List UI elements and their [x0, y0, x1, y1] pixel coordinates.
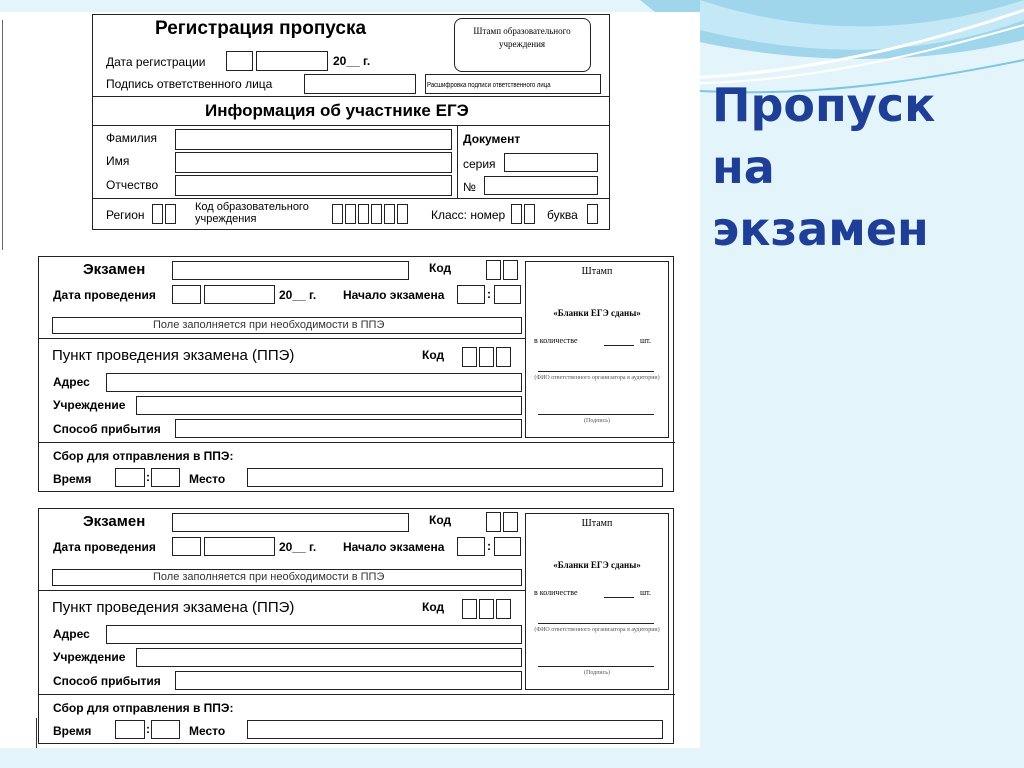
school-code-digit-field[interactable] [397, 204, 408, 224]
submission-stamp-box [525, 513, 669, 690]
address-field[interactable] [106, 625, 522, 644]
exam-start-label: Начало экзамена [343, 540, 445, 554]
exam-day-field[interactable] [172, 537, 201, 556]
institution-label: Учреждение [53, 650, 126, 664]
quantity-line [604, 597, 634, 598]
organizer-line [538, 371, 654, 372]
school-code-label: Код образовательного учреждения [195, 201, 309, 225]
institution-label: Учреждение [53, 398, 126, 412]
slide-title [712, 74, 1012, 260]
exam-code-digit-field[interactable] [486, 260, 501, 280]
registration-year-text: 20__ г. [333, 54, 371, 68]
forms-submitted-text: «Бланки ЕГЭ сданы» [553, 560, 641, 570]
slide-title-line2: экзамен [712, 202, 929, 256]
region-digit-field[interactable] [152, 204, 163, 224]
ppe-code-label: Код [422, 600, 445, 614]
start-hours-field[interactable] [457, 537, 485, 556]
signature-caption: (Подпись) [583, 418, 611, 424]
school-code-digit-field[interactable] [371, 204, 382, 224]
patronymic-label: Отчество [106, 178, 159, 192]
time-colon: : [487, 287, 491, 301]
pieces-text: шт. [640, 588, 652, 597]
gathering-hours-field[interactable] [115, 720, 145, 739]
divider [39, 590, 525, 591]
exam-pass-card [38, 256, 674, 492]
class-letter-label: буква [547, 208, 578, 222]
divider [457, 125, 458, 198]
stamp-label: Штамп [581, 266, 613, 277]
ppe-code-digit-field[interactable] [462, 599, 477, 619]
slide-title-line1: Пропуск на [712, 78, 936, 194]
divider [39, 694, 675, 695]
ppe-code-digit-field[interactable] [479, 347, 494, 367]
series-field[interactable] [504, 153, 598, 172]
exam-name-field[interactable] [172, 261, 409, 280]
quantity-text: в количестве [534, 336, 578, 345]
participant-section-title: Информация об участнике ЕГЭ [205, 101, 469, 120]
ppe-code-digit-field[interactable] [479, 599, 494, 619]
exam-year-text: 20__ г. [279, 288, 317, 302]
series-label: серия [463, 157, 496, 171]
registration-month-field[interactable] [256, 51, 328, 71]
ppe-code-digit-field[interactable] [462, 347, 477, 367]
signature-decode-label: Расшифровка подписи ответственного лица [427, 82, 551, 89]
exam-code-digit-field[interactable] [503, 512, 518, 532]
pieces-text: шт. [640, 336, 652, 345]
signature-field[interactable] [304, 74, 416, 94]
institution-field[interactable] [136, 648, 522, 667]
exam-label: Экзамен [83, 261, 146, 278]
time-colon: : [146, 470, 150, 484]
ppe-code-digit-field[interactable] [496, 599, 511, 619]
arrival-field[interactable] [175, 419, 522, 438]
divider [92, 198, 610, 199]
exam-code-label: Код [429, 261, 452, 275]
school-code-digit-field[interactable] [345, 204, 356, 224]
ppe-title: Пункт проведения экзамена (ППЭ) [52, 599, 295, 616]
signature-label: Подпись ответственного лица [106, 77, 273, 91]
divider [92, 96, 610, 97]
document-number-field[interactable] [484, 176, 598, 195]
ppe-code-digit-field[interactable] [496, 347, 511, 367]
document-label: Документ [463, 132, 521, 146]
school-stamp-text: Штамп образовательного учреждения [473, 26, 571, 49]
stamp-label: Штамп [581, 518, 613, 529]
school-code-digit-field[interactable] [332, 204, 343, 224]
exam-day-field[interactable] [172, 285, 201, 304]
exam-date-label: Дата проведения [53, 540, 156, 554]
time-colon: : [487, 539, 491, 553]
gathering-hours-field[interactable] [115, 468, 145, 487]
school-code-digit-field[interactable] [358, 204, 369, 224]
address-label: Адрес [53, 375, 90, 389]
gathering-place-label: Место [189, 724, 226, 738]
ppe-code-label: Код [422, 348, 445, 362]
page-edge [36, 718, 37, 748]
ppe-title: Пункт проведения экзамена (ППЭ) [52, 347, 295, 364]
exam-pass-card [38, 508, 674, 744]
signature-line [538, 666, 654, 667]
exam-year-text: 20__ г. [279, 540, 317, 554]
optional-note: Поле заполняется при необходимости в ППЭ [153, 319, 385, 331]
gathering-time-label: Время [53, 472, 92, 486]
arrival-field[interactable] [175, 671, 522, 690]
class-number-digit-field[interactable] [524, 204, 535, 224]
divider [39, 338, 525, 339]
name-label: Имя [106, 154, 130, 168]
time-colon: : [146, 722, 150, 736]
start-hours-field[interactable] [457, 285, 485, 304]
exam-code-digit-field[interactable] [486, 512, 501, 532]
organizer-caption: (ФИО ответственного организатора в аудитории) [534, 375, 660, 381]
exam-name-field[interactable] [172, 513, 409, 532]
gathering-minutes-field[interactable] [151, 468, 180, 487]
exam-start-label: Начало экзамена [343, 288, 445, 302]
gathering-place-field[interactable] [247, 720, 663, 739]
class-letter-field[interactable] [587, 204, 598, 224]
gathering-minutes-field[interactable] [151, 720, 180, 739]
exam-date-label: Дата проведения [53, 288, 156, 302]
quantity-line [604, 345, 634, 346]
signature-caption: (Подпись) [583, 670, 611, 676]
start-minutes-field[interactable] [494, 537, 521, 556]
signature-line [538, 414, 654, 415]
submission-stamp-box [525, 261, 669, 438]
gathering-title: Сбор для отправления в ППЭ: [53, 449, 234, 463]
gathering-place-label: Место [189, 472, 226, 486]
name-field[interactable] [175, 152, 452, 173]
exam-month-field[interactable] [204, 537, 275, 556]
organizer-caption: (ФИО ответственного организатора в аудитории) [534, 627, 660, 633]
class-number-digit-field[interactable] [511, 204, 522, 224]
arrival-label: Способ прибытия [53, 422, 161, 436]
arrival-label: Способ прибытия [53, 674, 161, 688]
class-number-label: Класс: номер [431, 208, 506, 222]
optional-note: Поле заполняется при необходимости в ППЭ [153, 571, 385, 583]
region-digit-field[interactable] [165, 204, 176, 224]
surname-field[interactable] [175, 129, 452, 150]
registration-date-label: Дата регистрации [106, 55, 206, 69]
registration-title: Регистрация пропуска [155, 18, 367, 39]
region-label: Регион [106, 208, 145, 222]
institution-field[interactable] [136, 396, 522, 415]
gathering-time-label: Время [53, 724, 92, 738]
divider [39, 442, 675, 443]
exam-label: Экзамен [83, 513, 146, 530]
address-label: Адрес [53, 627, 90, 641]
forms-submitted-text: «Бланки ЕГЭ сданы» [553, 308, 641, 318]
gathering-title: Сбор для отправления в ППЭ: [53, 701, 234, 715]
address-field[interactable] [106, 373, 522, 392]
start-minutes-field[interactable] [494, 285, 521, 304]
exam-code-label: Код [429, 513, 452, 527]
surname-label: Фамилия [106, 131, 157, 145]
exam-code-digit-field[interactable] [503, 260, 518, 280]
exam-month-field[interactable] [204, 285, 275, 304]
number-label: № [463, 180, 476, 194]
school-code-digit-field[interactable] [384, 204, 395, 224]
organizer-line [538, 623, 654, 624]
patronymic-field[interactable] [175, 175, 452, 196]
registration-day-field[interactable] [226, 51, 253, 71]
page-edge [2, 20, 3, 250]
quantity-text: в количестве [534, 588, 578, 597]
gathering-place-field[interactable] [247, 468, 663, 487]
divider [92, 125, 610, 126]
